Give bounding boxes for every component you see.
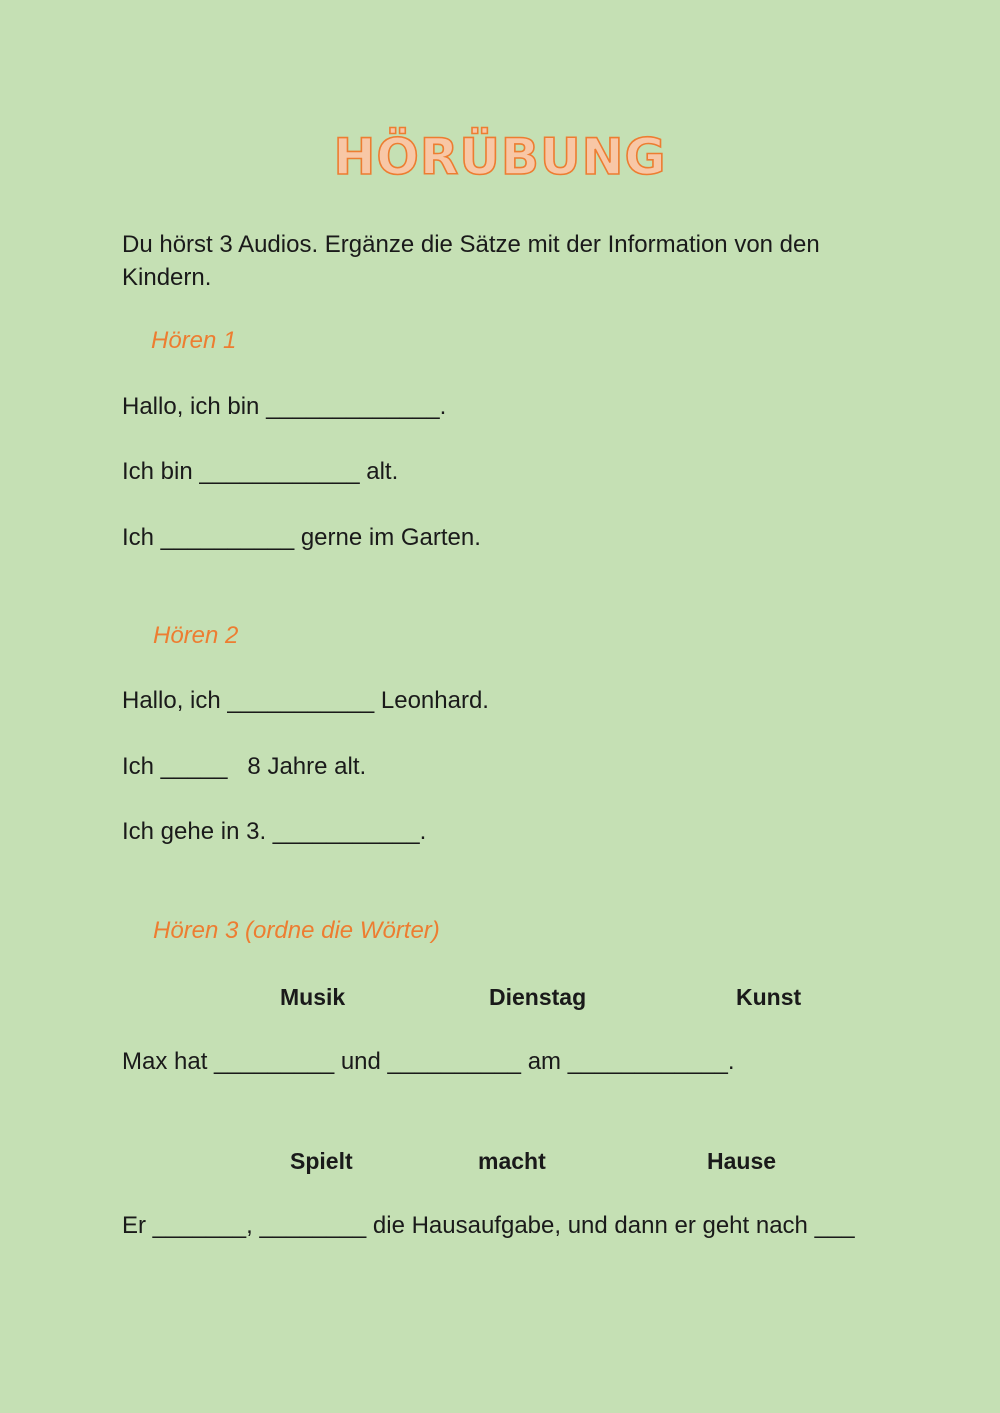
word-bank-item: Dienstag [489, 984, 587, 1010]
sentence-line: Ich bin ____________ alt. [122, 458, 399, 485]
word-bank-item: Musik [280, 984, 346, 1010]
sentence-line: Ich gehe in 3. ___________. [122, 818, 427, 845]
sentence-line: Max hat _________ und __________ am ____________. [122, 1048, 735, 1075]
sentence-line: Ich _____ 8 Jahre alt. [122, 753, 367, 780]
sentence-line: Ich __________ gerne im Garten. [122, 524, 481, 551]
section-heading-hoeren-3: Hören 3 (ordne die Wörter) [153, 917, 440, 944]
word-bank-item: Spielt [290, 1148, 353, 1174]
section-heading-hoeren-2: Hören 2 [153, 622, 239, 649]
section-heading-hoeren-1: Hören 1 [151, 327, 237, 354]
instructions: Du hörst 3 Audios. Ergänze die Sätze mit der Information von den Kindern. [122, 231, 820, 291]
word-bank-item: Kunst [736, 984, 802, 1010]
page-title: HÖRÜBUNG [333, 128, 667, 186]
sentence-line: Hallo, ich ___________ Leonhard. [122, 687, 489, 714]
word-bank-item: Hause [707, 1148, 777, 1174]
sentence-line: Hallo, ich bin _____________. [122, 393, 447, 420]
word-bank-item: macht [478, 1148, 546, 1174]
sentence-line: Er _______, ________ die Hausaufgabe, und dann er geht nach ___ [122, 1212, 855, 1239]
